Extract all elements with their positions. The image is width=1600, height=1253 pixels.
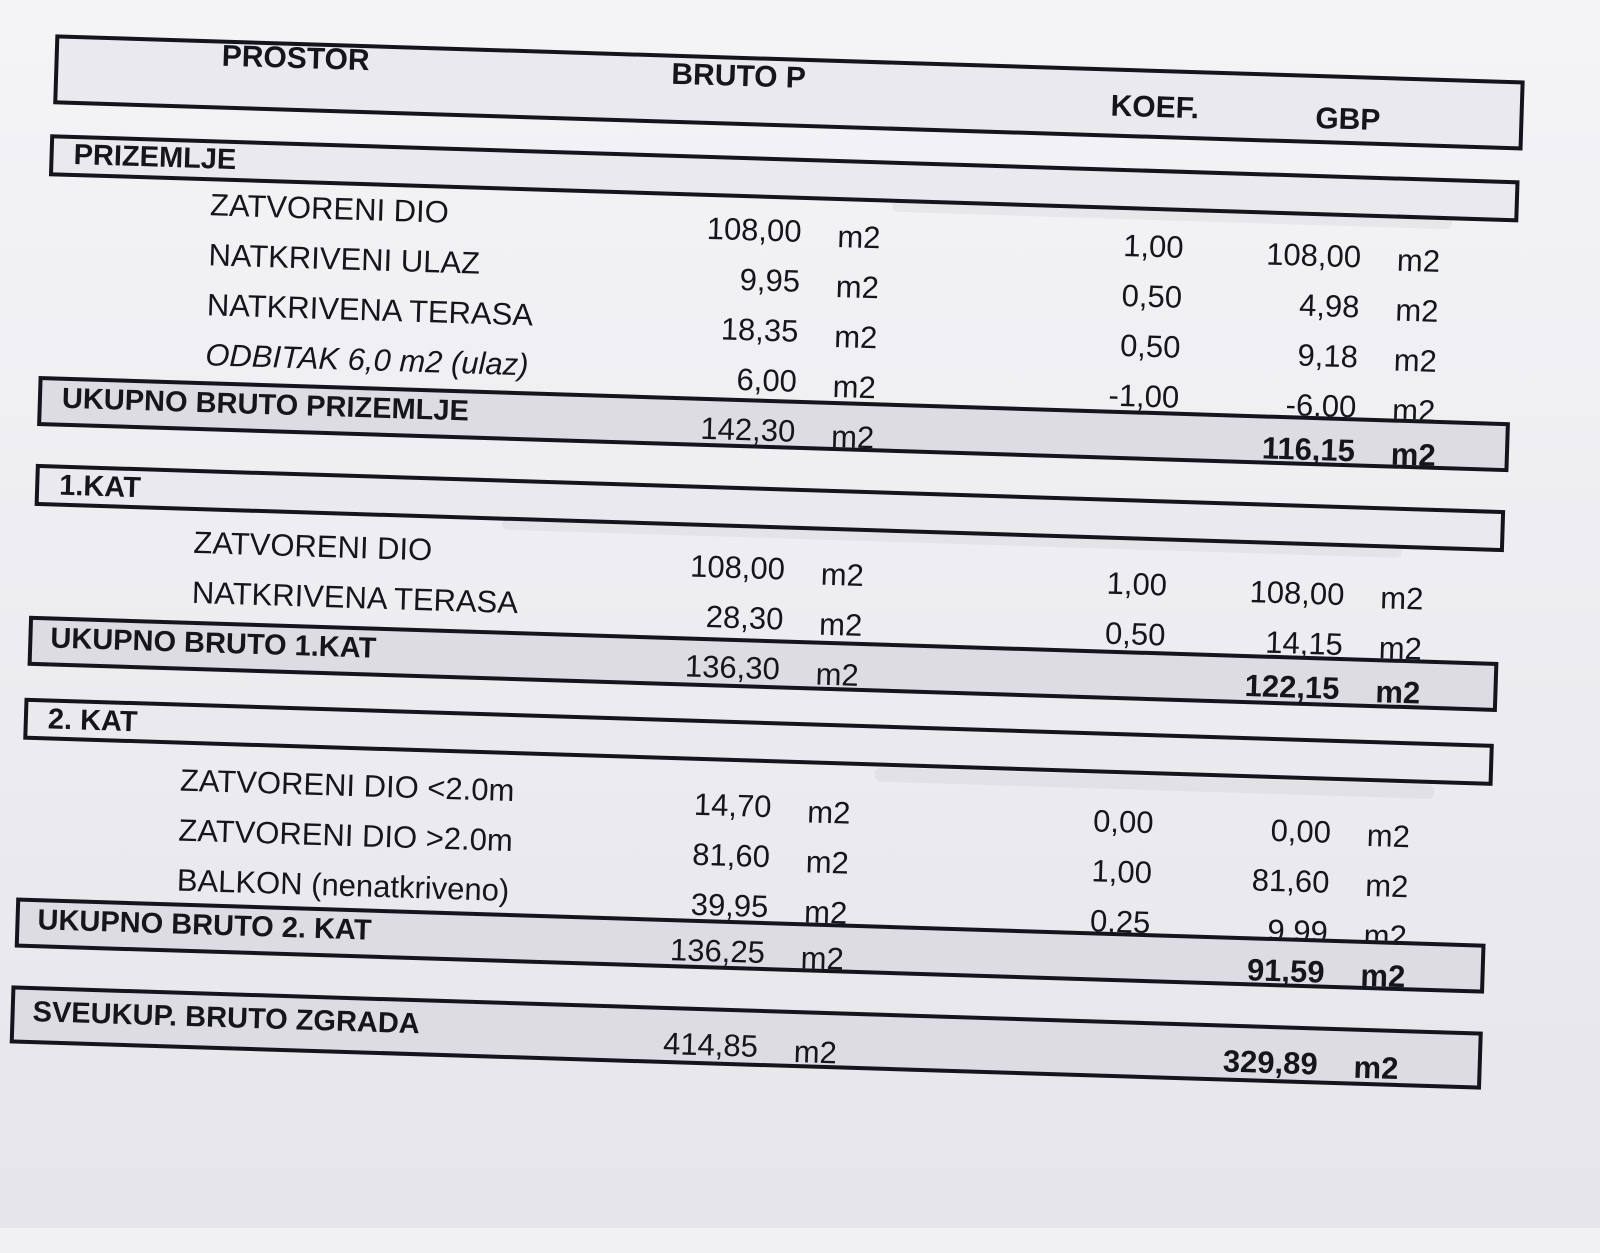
row-unit: m2: [832, 368, 877, 406]
header-koef: KOEF.: [1110, 89, 1200, 126]
row-bruto: 39,95: [690, 886, 769, 925]
grand-total-label: SVEUKUP. BRUTO ZGRADA: [32, 996, 421, 1041]
total-label: UKUPNO BRUTO 2. KAT: [37, 904, 372, 947]
row-gbp: 4,98: [1298, 287, 1361, 325]
total-bruto: 136,25: [669, 932, 766, 971]
row-label: ZATVORENI DIO: [192, 524, 433, 568]
row-label: NATKRIVENA TERASA: [206, 287, 534, 333]
row-gbp-unit: m2: [1379, 580, 1424, 617]
header-prostor: PROSTOR: [221, 39, 371, 78]
row-koef: 0,50: [1121, 277, 1183, 315]
row-koef: -1,00: [1108, 377, 1180, 415]
total-label: UKUPNO BRUTO PRIZEMLJE: [61, 382, 470, 428]
row-gbp-unit: m2: [1364, 867, 1409, 905]
total-gbp: 122,15: [1244, 668, 1341, 706]
row-gbp: 0,00: [1270, 812, 1332, 850]
row-label: NATKRIVENI ULAZ: [208, 237, 481, 281]
row-bruto: 6,00: [736, 361, 798, 399]
header-bruto: BRUTO P: [670, 57, 807, 95]
row-gbp: 9,18: [1297, 337, 1359, 375]
grand-total-unit: m2: [793, 1034, 838, 1071]
row-gbp: 9,99: [1266, 912, 1329, 950]
row-gbp: -6,00: [1285, 387, 1357, 425]
row-unit: m2: [836, 219, 882, 256]
row-unit: m2: [806, 794, 851, 831]
grand-total-gbp-unit: m2: [1353, 1049, 1399, 1087]
row-gbp-unit: m2: [1391, 392, 1436, 429]
row-label: ZATVORENI DIO >2.0m: [177, 812, 514, 859]
grand-total-gbp: 329,89: [1222, 1043, 1319, 1082]
row-gbp-unit: m2: [1393, 342, 1438, 379]
row-gbp-unit: m2: [1378, 630, 1423, 667]
row-koef: 1,00: [1091, 853, 1153, 891]
row-gbp: 108,00: [1249, 574, 1345, 613]
section-title: 2. KAT: [47, 703, 139, 739]
row-unit: m2: [833, 318, 878, 356]
row-gbp-unit: m2: [1363, 917, 1408, 955]
row-label: NATKRIVENA TERASA: [191, 574, 519, 621]
total-bruto: 142,30: [699, 410, 796, 449]
row-bruto: 28,30: [705, 599, 784, 637]
total-gbp-unit: m2: [1359, 957, 1406, 995]
row-koef: 0,25: [1089, 903, 1151, 941]
row-bruto: 14,70: [693, 786, 773, 825]
row-unit: m2: [835, 268, 880, 306]
total-gbp-unit: m2: [1374, 674, 1421, 711]
row-unit: m2: [818, 606, 863, 643]
header-gbp: GBP: [1314, 101, 1381, 137]
row-label: ZATVORENI DIO <2.0m: [179, 762, 515, 809]
row-bruto: 9,95: [739, 261, 801, 299]
row-label-deduction: ODBITAK 6,0 m2 (ulaz): [204, 337, 530, 383]
row-gbp-unit: m2: [1396, 242, 1441, 279]
row-gbp: 81,60: [1251, 862, 1330, 900]
total-gbp: 91,59: [1246, 952, 1326, 990]
row-bruto: 108,00: [689, 548, 786, 587]
row-bruto: 18,35: [720, 311, 799, 349]
row-unit: m2: [820, 556, 865, 593]
row-koef: 1,00: [1122, 227, 1185, 265]
total-unit: m2: [815, 656, 860, 693]
total-label: UKUPNO BRUTO 1.KAT: [49, 622, 377, 665]
total-gbp: 116,15: [1261, 430, 1356, 469]
total-unit: m2: [800, 940, 845, 977]
row-unit: m2: [805, 844, 850, 881]
row-label: ZATVORENI DIO: [209, 187, 450, 230]
total-bruto: 136,30: [684, 648, 781, 687]
row-gbp: 108,00: [1265, 236, 1362, 275]
section-title: PRIZEMLJE: [73, 138, 237, 177]
row-bruto: 81,60: [691, 836, 771, 875]
row-gbp: 14,15: [1264, 624, 1344, 663]
grand-total-bruto: 414,85: [662, 1025, 759, 1064]
row-koef: 0,50: [1104, 615, 1166, 653]
row-gbp-unit: m2: [1366, 817, 1411, 855]
row-koef: 0,00: [1092, 803, 1155, 841]
row-bruto: 108,00: [706, 210, 803, 249]
total-unit: m2: [830, 418, 875, 456]
section-title: 1.KAT: [58, 469, 142, 505]
total-gbp-unit: m2: [1390, 436, 1437, 473]
row-unit: m2: [803, 894, 848, 931]
row-koef: 1,00: [1106, 565, 1168, 603]
row-gbp-unit: m2: [1394, 292, 1440, 329]
row-koef: 0,50: [1119, 327, 1182, 365]
row-label: BALKON (nenatkriveno): [176, 862, 510, 909]
